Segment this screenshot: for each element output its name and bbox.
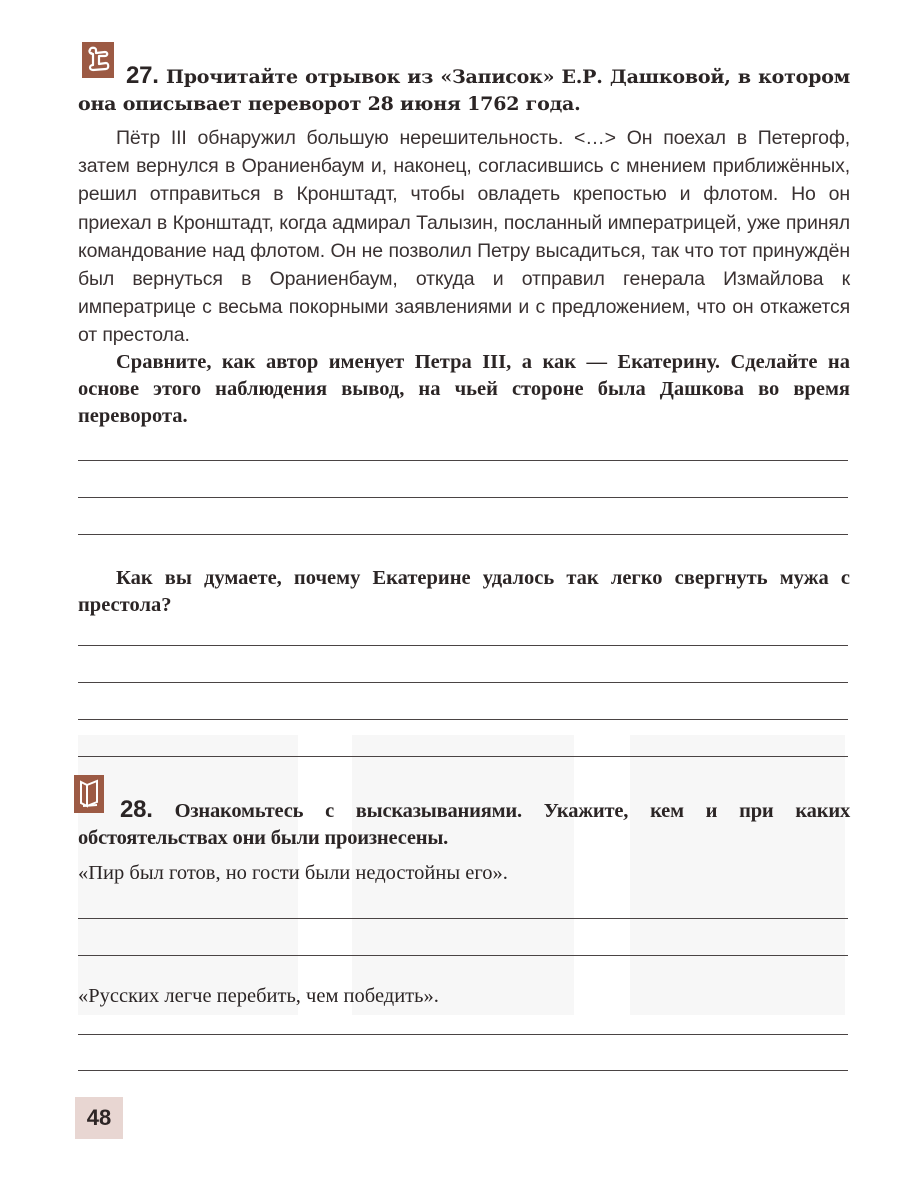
quote-text: «Русских легче перебить, чем победить».: [78, 985, 439, 1007]
quote-text: «Пир был готов, но гости были недостойны его».: [78, 862, 508, 884]
answer-line[interactable]: [78, 918, 848, 919]
answer-line[interactable]: [78, 534, 848, 535]
question-text: Сравните, как автор именует Петра III, а как — Екатерину. Сделайте на основе этого наблюдения вывод, на чьей стороне была Дашкова во время переворота.: [78, 351, 850, 427]
page-number: 48: [75, 1097, 123, 1139]
answer-line[interactable]: [78, 1034, 848, 1035]
task-instruction: Прочитайте отрывок из «Записок» Е.Р. Дашковой, в котором она описывает переворот 28 июня 1762 года.: [78, 66, 850, 115]
answer-line[interactable]: [78, 645, 848, 646]
source-excerpt: Пётр III обнаружил большую нерешительность. <…> Он поехал в Петергоф, затем вернулся в Ораниенбаум и, наконец, согласившись с мнением приближённых, решил отправиться в Кронштадт, чтобы овладеть крепостью и флотом. Но он приехал в Кронштадт, когда адмирал Талызин, посланный императрицей, уже принял командование над флотом. Он не позволил Петру высадиться, так что тот принуждён был вернуться в Ораниенбаум, откуда и отправил генерала Измайлова к императрице с весьма покорными заявлениями и с предложением, что он откажется от престола.: [78, 127, 850, 347]
task-instruction: Ознакомьтесь с высказываниями. Укажите, кем и при каких обстоятельствах они были произнесены.: [78, 800, 850, 849]
task-number: 27.: [126, 62, 159, 89]
answer-line[interactable]: [78, 719, 848, 720]
task-number: 28.: [120, 796, 153, 823]
answer-line[interactable]: [78, 756, 848, 757]
answer-line[interactable]: [78, 460, 848, 461]
task-28-heading: [78, 796, 850, 852]
task-27-heading: [78, 62, 850, 118]
answer-line[interactable]: [78, 955, 848, 956]
answer-line[interactable]: [78, 1070, 848, 1071]
answer-line[interactable]: [78, 497, 848, 498]
answer-line[interactable]: [78, 682, 848, 683]
question-text: Как вы думаете, почему Екатерине удалось так легко свергнуть мужа с престола?: [78, 567, 850, 616]
